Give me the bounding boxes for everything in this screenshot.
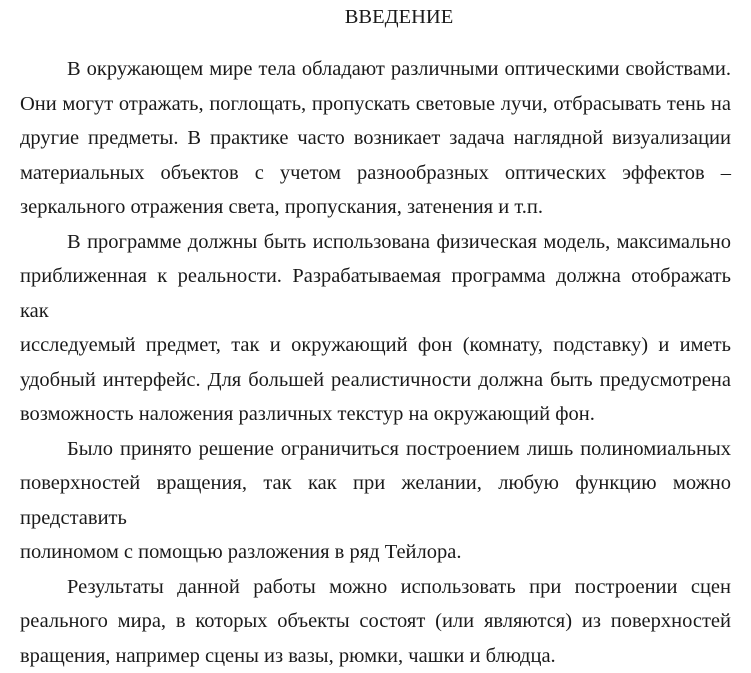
text-line: полиномом с помощью разложения в ряд Тейлора. (20, 535, 731, 570)
text-line: исследуемый предмет, так и окружающий фон (комнату, подставку) и иметь (20, 328, 731, 363)
text-line: материальных объектов с учетом разнообразных оптических эффектов – (20, 156, 731, 191)
text-line: возможность наложения различных текстур на окружающий фон. (20, 397, 731, 432)
paragraph (20, 432, 731, 570)
paragraph (20, 570, 731, 673)
paragraph (20, 52, 731, 225)
text-line: В окружающем мире тела обладают различными оптическими свойствами. (20, 52, 731, 87)
paragraph (20, 225, 731, 432)
body-text (20, 52, 731, 673)
text-line: приближенная к реальности. Разрабатываемая программа должна отображать как (20, 259, 731, 328)
text-line: вращения, например сцены из вазы, рюмки, чашки и блюдца. (20, 639, 731, 673)
text-line: Они могут отражать, поглощать, пропускать световые лучи, отбрасывать тень на (20, 87, 731, 122)
text-line: Результаты данной работы можно использовать при построении сцен (20, 570, 731, 605)
text-line: удобный интерфейс. Для большей реалистичности должна быть предусмотрена (20, 363, 731, 398)
text-line: Было принято решение ограничиться построением лишь полиномиальных (20, 432, 731, 467)
text-line: реального мира, в которых объекты состоят (или являются) из поверхностей (20, 604, 731, 639)
section-title: ВВЕДЕНИЕ (20, 2, 731, 32)
text-line: другие предметы. В практике часто возникает задача наглядной визуализации (20, 121, 731, 156)
text-line: В программе должны быть использована физическая модель, максимально (20, 225, 731, 260)
text-line: зеркального отражения света, пропускания, затенения и т.п. (20, 190, 731, 225)
text-line: поверхностей вращения, так как при желании, любую функцию можно представить (20, 466, 731, 535)
